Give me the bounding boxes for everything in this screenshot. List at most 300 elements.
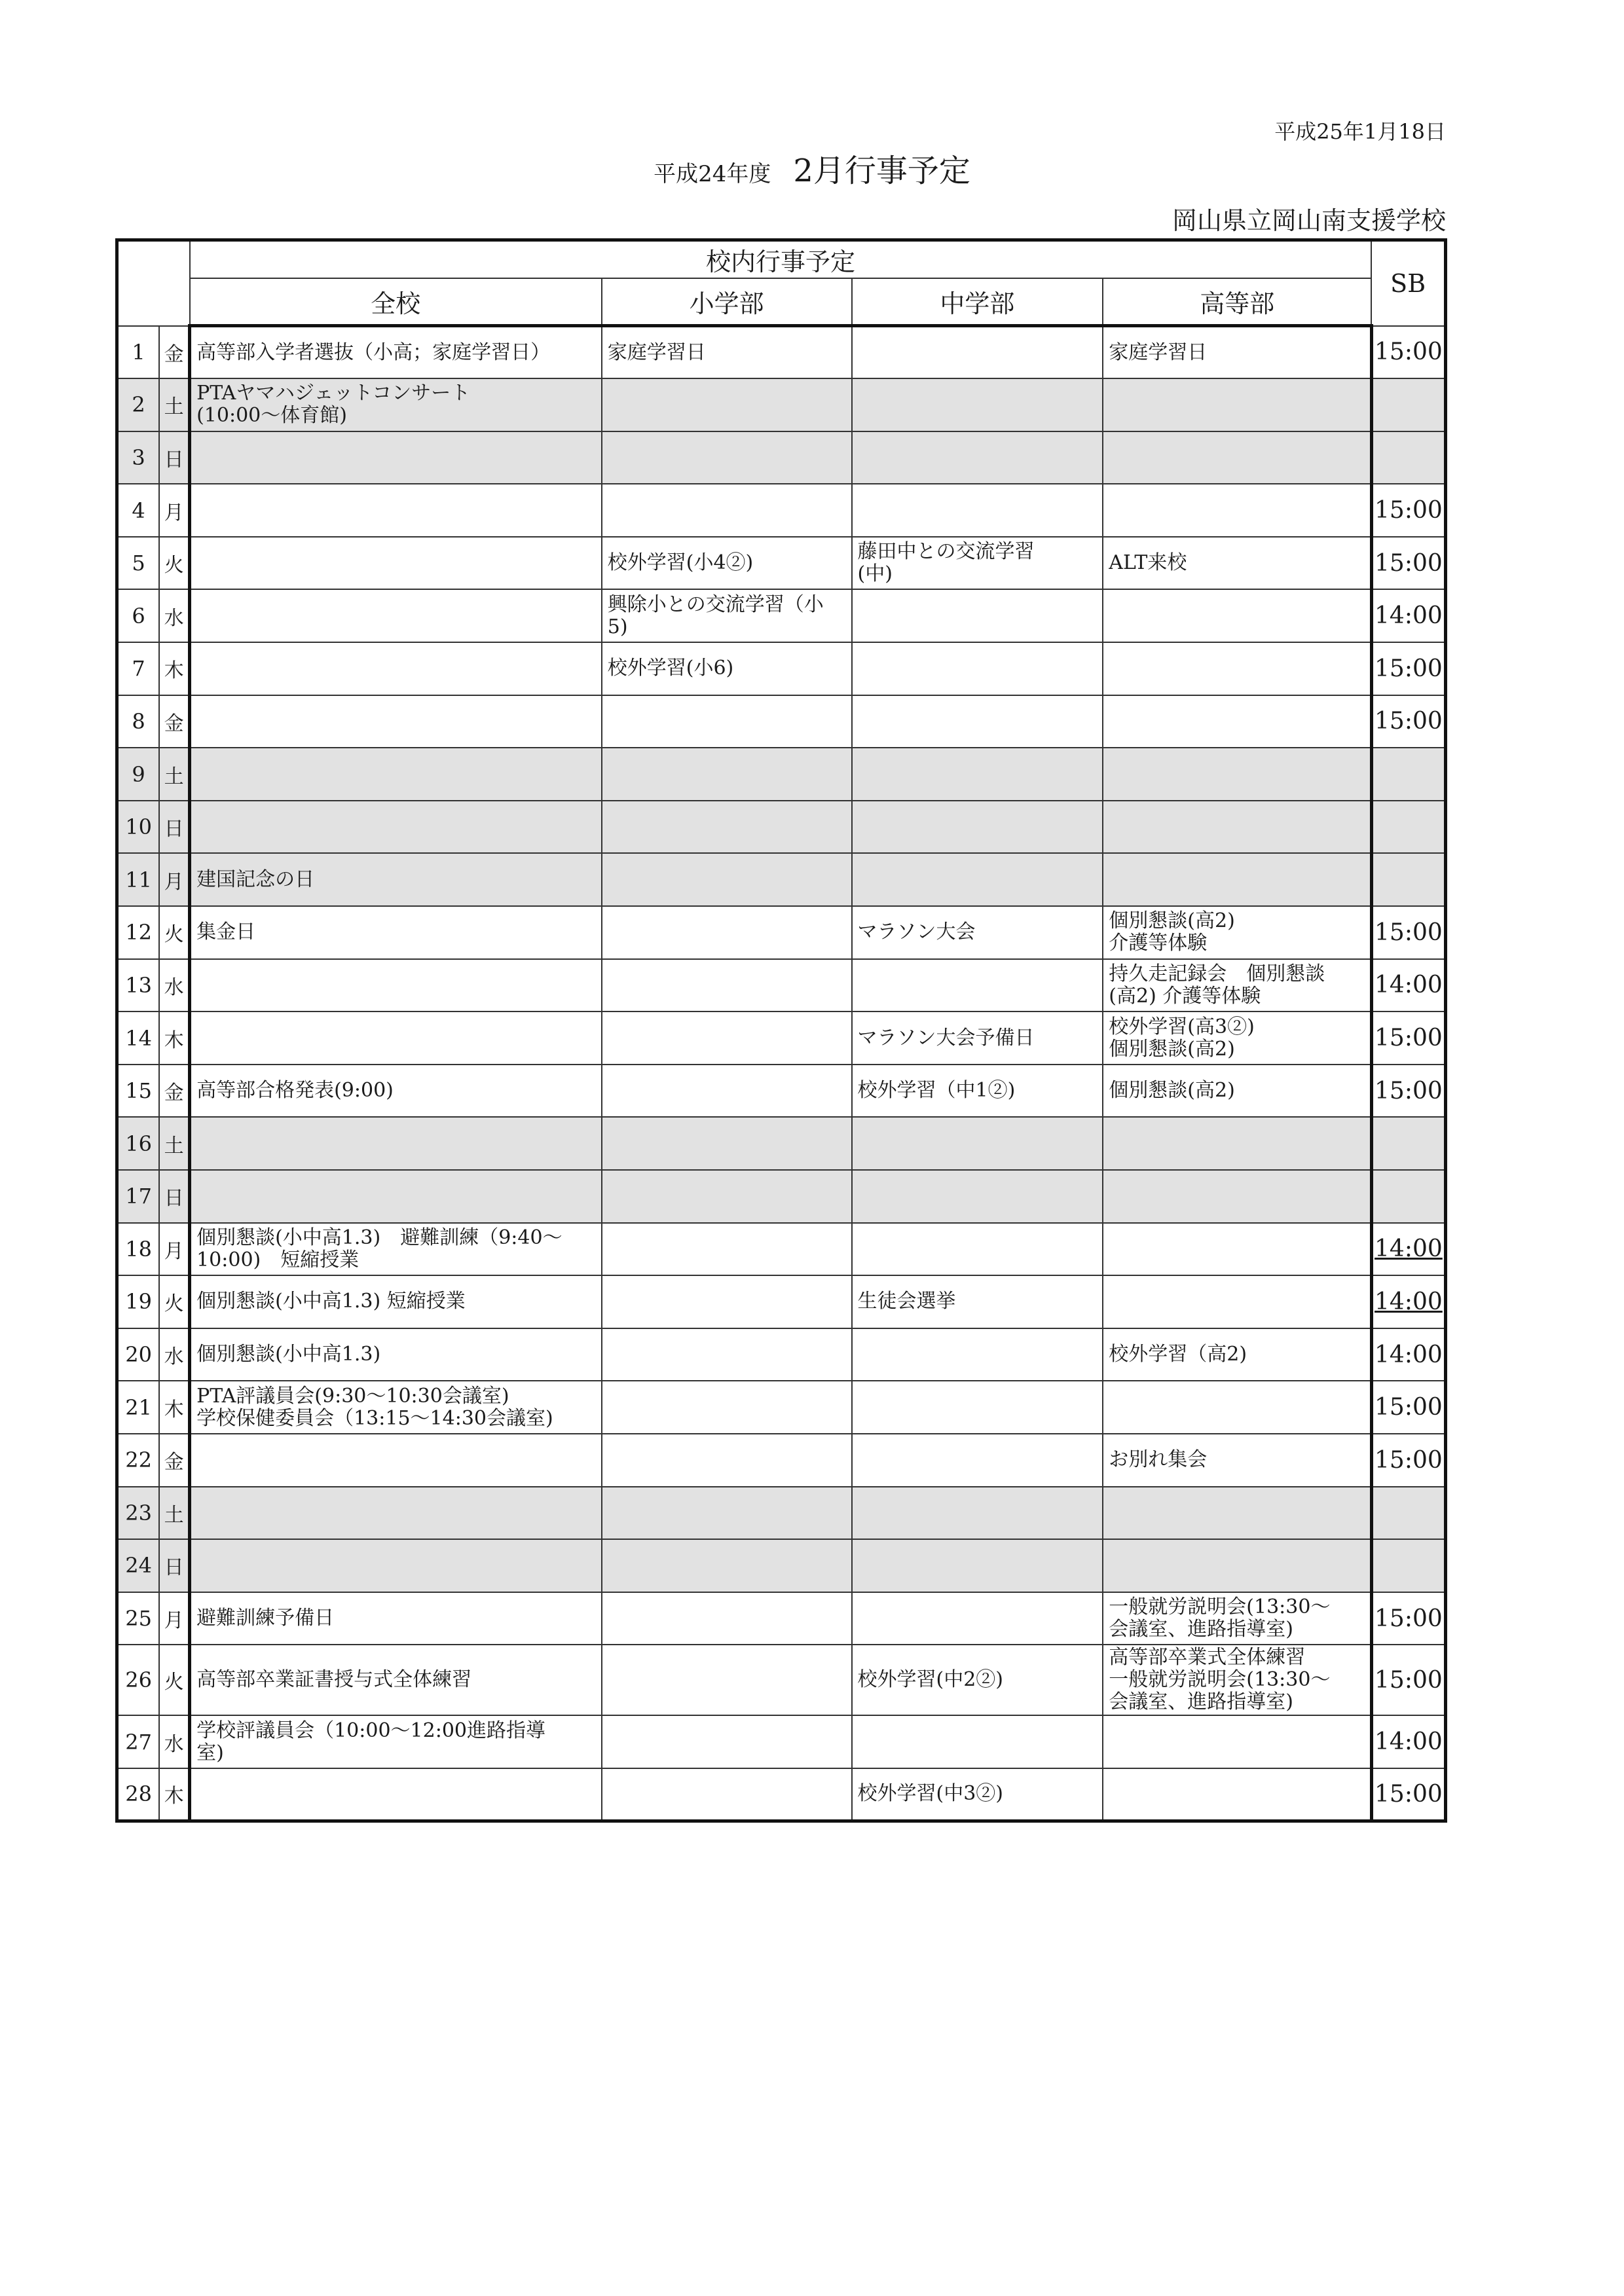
fiscal-year: 平成24年度 bbox=[654, 161, 771, 187]
header-corner bbox=[117, 240, 190, 326]
table-row bbox=[117, 326, 1446, 379]
all-school-cell-text: 建国記念の日 bbox=[196, 867, 315, 891]
table-row bbox=[117, 1065, 1446, 1118]
all-school-cell-text: 個別懇談(小中高1.3) bbox=[196, 1343, 381, 1366]
elementary-cell bbox=[602, 378, 852, 431]
col-header-senior: 高等部 bbox=[1103, 278, 1371, 326]
sb-time-cell bbox=[1371, 1434, 1445, 1487]
junior-high-cell bbox=[852, 1487, 1103, 1540]
junior-high-cell bbox=[852, 1011, 1103, 1065]
sb-time-cell bbox=[1371, 642, 1445, 695]
elementary-cell bbox=[602, 1170, 852, 1223]
weekday-cell-text: 日 bbox=[164, 448, 184, 471]
senior-high-cell bbox=[1103, 1328, 1371, 1381]
day-cell bbox=[117, 1381, 160, 1434]
weekday-cell bbox=[159, 1768, 189, 1821]
sb-time-cell bbox=[1371, 1065, 1445, 1118]
sb-time-cell-text: 15:00 bbox=[1375, 1780, 1443, 1808]
elementary-cell-text: 校外学習(小4②) bbox=[607, 551, 754, 575]
elementary-cell bbox=[602, 1592, 852, 1645]
weekday-cell bbox=[159, 1223, 189, 1276]
junior-high-cell bbox=[852, 1170, 1103, 1223]
day-cell bbox=[117, 537, 160, 590]
day-cell-text: 23 bbox=[125, 1500, 152, 1525]
elementary-cell bbox=[602, 431, 852, 484]
all-school-cell bbox=[190, 906, 602, 959]
senior-high-cell bbox=[1103, 1645, 1371, 1715]
junior-high-cell bbox=[852, 326, 1103, 379]
day-cell-text: 11 bbox=[125, 867, 152, 892]
junior-high-cell bbox=[852, 959, 1103, 1012]
weekday-cell bbox=[159, 642, 189, 695]
sb-time-cell-text: 15:00 bbox=[1375, 497, 1443, 524]
weekday-cell-text: 木 bbox=[164, 659, 184, 683]
day-cell bbox=[117, 1434, 160, 1487]
day-cell-text: 16 bbox=[125, 1131, 152, 1156]
senior-high-cell bbox=[1103, 431, 1371, 484]
junior-high-cell bbox=[852, 801, 1103, 854]
sb-time-cell bbox=[1371, 1223, 1445, 1276]
day-cell bbox=[117, 1117, 160, 1170]
all-school-cell bbox=[190, 431, 602, 484]
day-cell bbox=[117, 484, 160, 537]
senior-high-cell-text: 校外学習（高2) bbox=[1109, 1343, 1247, 1366]
day-cell-text: 18 bbox=[125, 1236, 152, 1262]
sb-time-cell bbox=[1371, 1170, 1445, 1223]
day-cell bbox=[117, 1715, 160, 1768]
table-row bbox=[117, 431, 1446, 484]
sb-time-cell bbox=[1371, 1381, 1445, 1434]
sb-time-cell bbox=[1371, 1011, 1445, 1065]
all-school-cell bbox=[190, 748, 602, 801]
all-school-cell bbox=[190, 1539, 602, 1592]
sb-time-cell bbox=[1371, 1117, 1445, 1170]
title-main: 2月行事予定 bbox=[793, 153, 970, 189]
group-header: 校内行事予定 bbox=[190, 240, 1372, 279]
junior-high-cell bbox=[852, 1275, 1103, 1328]
day-cell-text: 7 bbox=[132, 656, 145, 682]
junior-high-cell bbox=[852, 1065, 1103, 1118]
senior-high-cell bbox=[1103, 1539, 1371, 1592]
weekday-cell-text: 金 bbox=[164, 1082, 184, 1105]
sb-time-cell-text: 15:00 bbox=[1375, 338, 1443, 366]
sb-time-cell-text: 15:00 bbox=[1375, 708, 1443, 735]
junior-high-cell-text: 藤田中との交流学習 (中) bbox=[857, 540, 1035, 586]
senior-high-cell bbox=[1103, 1768, 1371, 1821]
junior-high-cell bbox=[852, 589, 1103, 642]
all-school-cell bbox=[190, 959, 602, 1012]
sb-time-cell bbox=[1371, 801, 1445, 854]
all-school-cell bbox=[190, 1065, 602, 1118]
sb-time-cell bbox=[1371, 695, 1445, 748]
sb-time-cell-text: 14:00 bbox=[1375, 602, 1443, 630]
weekday-cell bbox=[159, 1170, 189, 1223]
table-row bbox=[117, 378, 1446, 431]
day-cell bbox=[117, 1011, 160, 1065]
weekday-cell-text: 金 bbox=[164, 1451, 184, 1474]
table-row bbox=[117, 906, 1446, 959]
weekday-cell bbox=[159, 378, 189, 431]
junior-high-cell bbox=[852, 431, 1103, 484]
weekday-cell bbox=[159, 1592, 189, 1645]
weekday-cell-text: 木 bbox=[164, 1398, 184, 1421]
senior-high-cell bbox=[1103, 1223, 1371, 1276]
sb-time-cell bbox=[1371, 484, 1445, 537]
sb-time-cell bbox=[1371, 1275, 1445, 1328]
day-cell-text: 19 bbox=[125, 1289, 152, 1315]
day-cell bbox=[117, 326, 160, 379]
junior-high-cell bbox=[852, 484, 1103, 537]
senior-high-cell bbox=[1103, 537, 1371, 590]
senior-high-cell-text: 一般就労説明会(13:30～ 会議室、進路指導室) bbox=[1109, 1595, 1331, 1641]
sb-time-cell bbox=[1371, 326, 1445, 379]
weekday-cell-text: 日 bbox=[164, 1187, 184, 1211]
weekday-cell-text: 月 bbox=[164, 501, 184, 524]
weekday-cell bbox=[159, 1065, 189, 1118]
weekday-cell-text: 月 bbox=[164, 1609, 184, 1633]
senior-high-cell-text: お別れ集会 bbox=[1109, 1448, 1208, 1472]
day-cell bbox=[117, 1539, 160, 1592]
table-row bbox=[117, 1487, 1446, 1540]
col-header-sb: SB bbox=[1371, 240, 1445, 326]
sb-time-cell-text: 15:00 bbox=[1375, 1605, 1443, 1632]
day-cell-text: 12 bbox=[125, 920, 152, 945]
all-school-cell bbox=[190, 1275, 602, 1328]
table-row bbox=[117, 1117, 1446, 1170]
junior-high-cell bbox=[852, 853, 1103, 906]
page-title bbox=[0, 145, 1624, 191]
junior-high-cell bbox=[852, 1381, 1103, 1434]
table-row bbox=[117, 801, 1446, 854]
schedule-table bbox=[115, 238, 1447, 1823]
day-cell bbox=[117, 906, 160, 959]
all-school-cell bbox=[190, 1715, 602, 1768]
senior-high-cell bbox=[1103, 1117, 1371, 1170]
sb-time-cell-text: 14:00 bbox=[1375, 1341, 1443, 1368]
all-school-cell bbox=[190, 1170, 602, 1223]
junior-high-cell-text: 校外学習(中3②) bbox=[857, 1782, 1004, 1806]
day-cell bbox=[117, 1275, 160, 1328]
table-row bbox=[117, 695, 1446, 748]
table-row bbox=[117, 1381, 1446, 1434]
junior-high-cell bbox=[852, 378, 1103, 431]
junior-high-cell bbox=[852, 1715, 1103, 1768]
senior-high-cell-text: ALT来校 bbox=[1109, 551, 1187, 575]
sb-time-cell-text: 15:00 bbox=[1375, 1025, 1443, 1052]
junior-high-cell bbox=[852, 537, 1103, 590]
elementary-cell bbox=[602, 801, 852, 854]
senior-high-cell bbox=[1103, 1381, 1371, 1434]
weekday-cell bbox=[159, 1275, 189, 1328]
all-school-cell-text: PTAヤマハジェットコンサート (10:00～体育館) bbox=[196, 382, 471, 428]
day-cell-text: 1 bbox=[132, 339, 145, 365]
all-school-cell-text: 高等部合格発表(9:00) bbox=[196, 1079, 394, 1102]
senior-high-cell bbox=[1103, 1011, 1371, 1065]
sb-time-cell bbox=[1371, 589, 1445, 642]
weekday-cell bbox=[159, 431, 189, 484]
elementary-cell bbox=[602, 906, 852, 959]
sb-time-cell bbox=[1371, 1328, 1445, 1381]
all-school-cell bbox=[190, 589, 602, 642]
weekday-cell bbox=[159, 1715, 189, 1768]
senior-high-cell bbox=[1103, 748, 1371, 801]
weekday-cell-text: 土 bbox=[164, 395, 184, 419]
sb-time-cell bbox=[1371, 1768, 1445, 1821]
sb-time-cell-text: 15:00 bbox=[1375, 1666, 1443, 1694]
sb-time-cell bbox=[1371, 1715, 1445, 1768]
elementary-cell bbox=[602, 959, 852, 1012]
weekday-cell bbox=[159, 1328, 189, 1381]
junior-high-cell-text: 校外学習（中1②) bbox=[857, 1079, 1016, 1102]
sb-time-cell-text: 15:00 bbox=[1375, 549, 1443, 577]
day-cell-text: 20 bbox=[125, 1342, 152, 1368]
weekday-cell-text: 水 bbox=[164, 1345, 184, 1369]
table-row bbox=[117, 748, 1446, 801]
sb-time-cell-text: 14:00 bbox=[1375, 972, 1443, 999]
sb-time-cell bbox=[1371, 853, 1445, 906]
sb-time-cell-text: 15:00 bbox=[1375, 919, 1443, 946]
weekday-cell bbox=[159, 906, 189, 959]
issued-date: 平成25年1月18日 bbox=[1274, 119, 1446, 144]
day-cell bbox=[117, 1487, 160, 1540]
elementary-cell bbox=[602, 1645, 852, 1715]
all-school-cell bbox=[190, 1768, 602, 1821]
weekday-cell-text: 金 bbox=[164, 712, 184, 735]
school-name: 岡山県立岡山南支援学校 bbox=[1172, 206, 1446, 235]
senior-high-cell bbox=[1103, 1275, 1371, 1328]
weekday-cell-text: 水 bbox=[164, 606, 184, 630]
junior-high-cell bbox=[852, 1434, 1103, 1487]
weekday-cell-text: 土 bbox=[164, 1134, 184, 1157]
all-school-cell-text: 高等部入学者選抜（小高；家庭学習日） bbox=[196, 340, 551, 364]
table-row bbox=[117, 537, 1446, 590]
day-cell-text: 4 bbox=[132, 498, 145, 523]
weekday-cell bbox=[159, 1011, 189, 1065]
junior-high-cell bbox=[852, 642, 1103, 695]
table-row bbox=[117, 959, 1446, 1012]
all-school-cell bbox=[190, 642, 602, 695]
weekday-cell bbox=[159, 695, 189, 748]
day-cell bbox=[117, 589, 160, 642]
senior-high-cell-text: 持久走記録会 個別懇談 (高2) 介護等体験 bbox=[1109, 962, 1325, 1008]
all-school-cell-text: 個別懇談(小中高1.3) 短縮授業 bbox=[196, 1290, 466, 1313]
junior-high-cell bbox=[852, 1117, 1103, 1170]
elementary-cell-text: 校外学習(小6) bbox=[607, 657, 734, 680]
all-school-cell bbox=[190, 326, 602, 379]
weekday-cell-text: 水 bbox=[164, 975, 184, 999]
all-school-cell bbox=[190, 1117, 602, 1170]
col-header-elementary: 小学部 bbox=[602, 278, 852, 326]
day-cell bbox=[117, 378, 160, 431]
weekday-cell-text: 土 bbox=[164, 1503, 184, 1527]
table-row bbox=[117, 1275, 1446, 1328]
all-school-cell-text: 集金日 bbox=[196, 920, 256, 944]
junior-high-cell bbox=[852, 1592, 1103, 1645]
all-school-cell bbox=[190, 484, 602, 537]
weekday-cell-text: 土 bbox=[164, 765, 184, 788]
weekday-cell bbox=[159, 1117, 189, 1170]
weekday-cell bbox=[159, 484, 189, 537]
weekday-cell bbox=[159, 1645, 189, 1715]
senior-high-cell bbox=[1103, 378, 1371, 431]
weekday-cell-text: 火 bbox=[164, 554, 184, 577]
day-cell bbox=[117, 959, 160, 1012]
table-row bbox=[117, 1715, 1446, 1768]
sb-time-cell bbox=[1371, 431, 1445, 484]
day-cell-text: 14 bbox=[125, 1025, 152, 1051]
day-cell-text: 27 bbox=[125, 1729, 152, 1755]
all-school-cell bbox=[190, 1645, 602, 1715]
sb-time-cell bbox=[1371, 1592, 1445, 1645]
day-cell-text: 5 bbox=[132, 551, 145, 576]
senior-high-cell-text: 校外学習(高3②) 個別懇談(高2) bbox=[1109, 1015, 1255, 1061]
senior-high-cell bbox=[1103, 959, 1371, 1012]
sb-time-cell-text: 15:00 bbox=[1375, 1394, 1443, 1421]
elementary-cell bbox=[602, 1011, 852, 1065]
sb-time-cell bbox=[1371, 1487, 1445, 1540]
all-school-cell-text: PTA評議員会(9:30～10:30会議室) 学校保健委員会（13:15～14:30会議室) bbox=[196, 1384, 553, 1430]
elementary-cell bbox=[602, 1117, 852, 1170]
weekday-cell-text: 木 bbox=[164, 1785, 184, 1808]
elementary-cell bbox=[602, 1328, 852, 1381]
weekday-cell bbox=[159, 853, 189, 906]
elementary-cell bbox=[602, 1434, 852, 1487]
senior-high-cell bbox=[1103, 695, 1371, 748]
table-row bbox=[117, 484, 1446, 537]
col-header-all: 全校 bbox=[190, 278, 602, 326]
all-school-cell bbox=[190, 537, 602, 590]
sb-time-cell bbox=[1371, 1645, 1445, 1715]
sb-time-cell-text: 15:00 bbox=[1375, 655, 1443, 682]
sb-time-cell bbox=[1371, 748, 1445, 801]
sb-time-cell-text: 14:00 bbox=[1375, 1288, 1443, 1315]
senior-high-cell-text: 高等部卒業式全体練習 一般就労説明会(13:30～ 会議室、進路指導室) bbox=[1109, 1646, 1331, 1714]
weekday-cell-text: 火 bbox=[164, 1292, 184, 1316]
day-cell-text: 25 bbox=[125, 1606, 152, 1631]
elementary-cell bbox=[602, 537, 852, 590]
table-row bbox=[117, 589, 1446, 642]
day-cell bbox=[117, 748, 160, 801]
table-row bbox=[117, 1223, 1446, 1276]
senior-high-cell bbox=[1103, 484, 1371, 537]
weekday-cell bbox=[159, 748, 189, 801]
weekday-cell bbox=[159, 537, 189, 590]
senior-high-cell bbox=[1103, 1592, 1371, 1645]
elementary-cell bbox=[602, 853, 852, 906]
senior-high-cell bbox=[1103, 801, 1371, 854]
senior-high-cell bbox=[1103, 853, 1371, 906]
senior-high-cell bbox=[1103, 906, 1371, 959]
sb-time-cell-text: 14:00 bbox=[1375, 1235, 1443, 1263]
day-cell-text: 24 bbox=[125, 1553, 152, 1578]
day-cell-text: 15 bbox=[125, 1078, 152, 1104]
sb-time-cell-text: 14:00 bbox=[1375, 1728, 1443, 1756]
weekday-cell bbox=[159, 589, 189, 642]
junior-high-cell-text: 生徒会選挙 bbox=[857, 1290, 956, 1313]
senior-high-cell-text: 個別懇談(高2) bbox=[1109, 1079, 1235, 1102]
day-cell bbox=[117, 695, 160, 748]
day-cell-text: 22 bbox=[125, 1448, 152, 1473]
senior-high-cell bbox=[1103, 1487, 1371, 1540]
junior-high-cell bbox=[852, 1328, 1103, 1381]
senior-high-cell-text: 家庭学習日 bbox=[1109, 340, 1208, 364]
day-cell bbox=[117, 1170, 160, 1223]
table-row bbox=[117, 1170, 1446, 1223]
elementary-cell bbox=[602, 1223, 852, 1276]
day-cell bbox=[117, 801, 160, 854]
junior-high-cell bbox=[852, 695, 1103, 748]
day-cell bbox=[117, 642, 160, 695]
elementary-cell bbox=[602, 484, 852, 537]
day-cell bbox=[117, 1223, 160, 1276]
all-school-cell bbox=[190, 378, 602, 431]
elementary-cell bbox=[602, 1065, 852, 1118]
elementary-cell bbox=[602, 1768, 852, 1821]
day-cell-text: 26 bbox=[125, 1667, 152, 1693]
all-school-cell bbox=[190, 695, 602, 748]
senior-high-cell bbox=[1103, 1715, 1371, 1768]
senior-high-cell bbox=[1103, 326, 1371, 379]
all-school-cell bbox=[190, 1434, 602, 1487]
day-cell-text: 9 bbox=[132, 761, 145, 787]
junior-high-cell bbox=[852, 1223, 1103, 1276]
junior-high-cell bbox=[852, 906, 1103, 959]
all-school-cell bbox=[190, 1011, 602, 1065]
day-cell-text: 13 bbox=[125, 972, 152, 998]
day-cell-text: 2 bbox=[132, 392, 145, 418]
day-cell bbox=[117, 1768, 160, 1821]
all-school-cell bbox=[190, 1487, 602, 1540]
elementary-cell bbox=[602, 1539, 852, 1592]
elementary-cell-text: 家庭学習日 bbox=[607, 340, 706, 364]
day-cell-text: 21 bbox=[125, 1394, 152, 1420]
junior-high-cell bbox=[852, 1645, 1103, 1715]
all-school-cell bbox=[190, 1223, 602, 1276]
sb-time-cell bbox=[1371, 906, 1445, 959]
elementary-cell bbox=[602, 1715, 852, 1768]
day-cell-text: 8 bbox=[132, 708, 145, 734]
all-school-cell bbox=[190, 1592, 602, 1645]
table-row bbox=[117, 1539, 1446, 1592]
sb-time-cell-text: 15:00 bbox=[1375, 1446, 1443, 1474]
table-row bbox=[117, 1011, 1446, 1065]
day-cell bbox=[117, 431, 160, 484]
all-school-cell bbox=[190, 853, 602, 906]
weekday-cell-text: 水 bbox=[164, 1732, 184, 1756]
junior-high-cell bbox=[852, 1768, 1103, 1821]
weekday-cell bbox=[159, 1434, 189, 1487]
weekday-cell bbox=[159, 959, 189, 1012]
elementary-cell bbox=[602, 326, 852, 379]
day-cell-text: 6 bbox=[132, 603, 145, 629]
day-cell bbox=[117, 1065, 160, 1118]
senior-high-cell bbox=[1103, 1170, 1371, 1223]
day-cell-text: 28 bbox=[125, 1781, 152, 1807]
weekday-cell-text: 金 bbox=[164, 342, 184, 366]
senior-high-cell-text: 個別懇談(高2) 介護等体験 bbox=[1109, 909, 1235, 955]
table-row bbox=[117, 642, 1446, 695]
day-cell-text: 3 bbox=[132, 445, 145, 470]
junior-high-cell bbox=[852, 748, 1103, 801]
table-row bbox=[117, 1592, 1446, 1645]
senior-high-cell bbox=[1103, 1434, 1371, 1487]
all-school-cell bbox=[190, 801, 602, 854]
all-school-cell-text: 避難訓練予備日 bbox=[196, 1607, 335, 1630]
elementary-cell bbox=[602, 589, 852, 642]
weekday-cell bbox=[159, 1487, 189, 1540]
sb-time-cell bbox=[1371, 378, 1445, 431]
table-row bbox=[117, 853, 1446, 906]
